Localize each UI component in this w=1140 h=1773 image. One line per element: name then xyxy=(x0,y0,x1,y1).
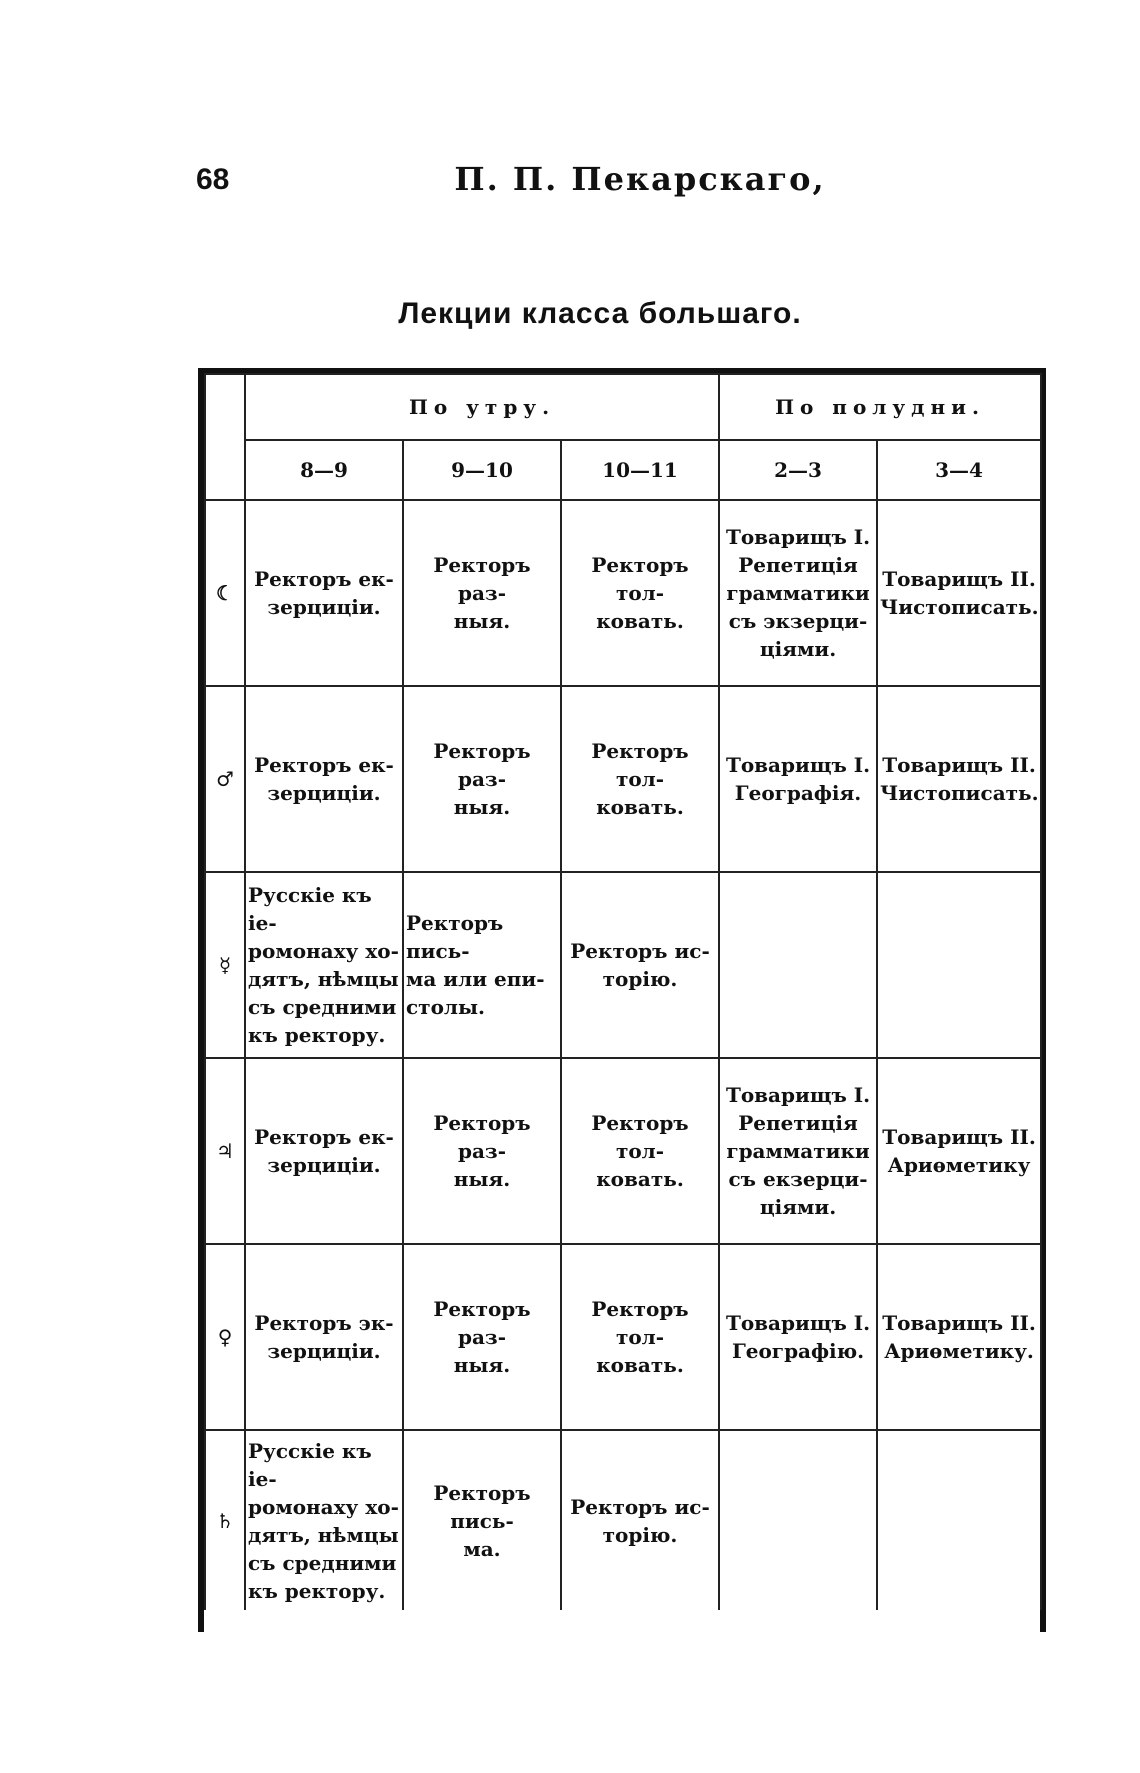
table-cell: Ректоръ ек- зерцицiи. xyxy=(245,1058,403,1244)
table-cell: Ректоръ раз- ныя. xyxy=(403,1244,561,1430)
table-cell xyxy=(877,1430,1041,1610)
table-cell xyxy=(719,1430,877,1610)
table-row xyxy=(205,686,1041,872)
table-cell: Ректоръ ек- зерцицiи. xyxy=(245,686,403,872)
table-cell: Ректоръ раз- ныя. xyxy=(403,1058,561,1244)
table-cell: Товарищъ I. Репетицiя грамматики съ экзерци- цiями. xyxy=(719,500,877,686)
schedule-table xyxy=(204,373,1042,1610)
table-row xyxy=(205,1244,1041,1430)
table-cell: Ректоръ раз- ныя. xyxy=(403,686,561,872)
table-cell: Ректоръ пись- ма или епи- столы. xyxy=(403,872,561,1058)
table-cell xyxy=(877,872,1041,1058)
table-cell: Товарищъ II. Чистописать. xyxy=(877,686,1041,872)
time-header: 8—9 xyxy=(245,440,403,500)
table-cell: Ректоръ раз- ныя. xyxy=(403,500,561,686)
table-cell: Русскiе къ iе- ромонаху хо- дятъ, нѣмцы съ средними къ ректору. xyxy=(245,1430,403,1610)
day-symbol: ♄ xyxy=(205,1430,245,1610)
table-row xyxy=(205,1430,1041,1610)
day-symbol: ♀ xyxy=(205,1244,245,1430)
table-row xyxy=(205,872,1041,1058)
table-cell: Товарищъ I. Репетицiя грамматики съ екзерци- цiями. xyxy=(719,1058,877,1244)
table-cell: Ректоръ тол- ковать. xyxy=(561,1058,719,1244)
day-symbol: ♂ xyxy=(205,686,245,872)
table-cell: Ректоръ ис- торiю. xyxy=(561,872,719,1058)
table-cell: Ректоръ тол- ковать. xyxy=(561,1244,719,1430)
running-head: П. П. Пекарскаго, xyxy=(454,160,826,198)
table-cell: Товарищъ I. Географiю. xyxy=(719,1244,877,1430)
table-cell: Товарищъ II. Ариѳметику. xyxy=(877,1244,1041,1430)
morning-header: По утру. xyxy=(245,374,719,440)
table-cell: Ректоръ тол- ковать. xyxy=(561,686,719,872)
day-symbol: ♃ xyxy=(205,1058,245,1244)
group-header-row xyxy=(205,374,1041,440)
table-row xyxy=(205,1058,1041,1244)
time-header: 9—10 xyxy=(403,440,561,500)
day-symbol: ☿ xyxy=(205,872,245,1058)
time-header: 10—11 xyxy=(561,440,719,500)
table-cell: Ректоръ пись- ма. xyxy=(403,1430,561,1610)
table-cell: Товарищъ II. Ариѳметику xyxy=(877,1058,1041,1244)
table-cell: Ректоръ тол- ковать. xyxy=(561,500,719,686)
table-title: Лекции класса большаго. xyxy=(398,297,802,330)
time-header: 2—3 xyxy=(719,440,877,500)
table-cell xyxy=(719,872,877,1058)
table-row xyxy=(205,500,1041,686)
time-header: 3—4 xyxy=(877,440,1041,500)
table-cell: Ректоръ ек- зерцицiи. xyxy=(245,500,403,686)
table-cell: Товарищъ I. Географiя. xyxy=(719,686,877,872)
day-column-header xyxy=(205,374,245,500)
afternoon-header: По полудни. xyxy=(719,374,1041,440)
table-cell: Ректоръ ис- торiю. xyxy=(561,1430,719,1610)
time-header-row xyxy=(205,440,1041,500)
page-number: 68 xyxy=(196,163,230,196)
day-symbol: ☾ xyxy=(205,500,245,686)
table-cell: Ректоръ эк- зерцицiи. xyxy=(245,1244,403,1430)
table-cell: Русскiе къ iе- ромонаху хо- дятъ, нѣмцы съ средними къ ректору. xyxy=(245,872,403,1058)
table-cell: Товарищъ II. Чистописать. xyxy=(877,500,1041,686)
